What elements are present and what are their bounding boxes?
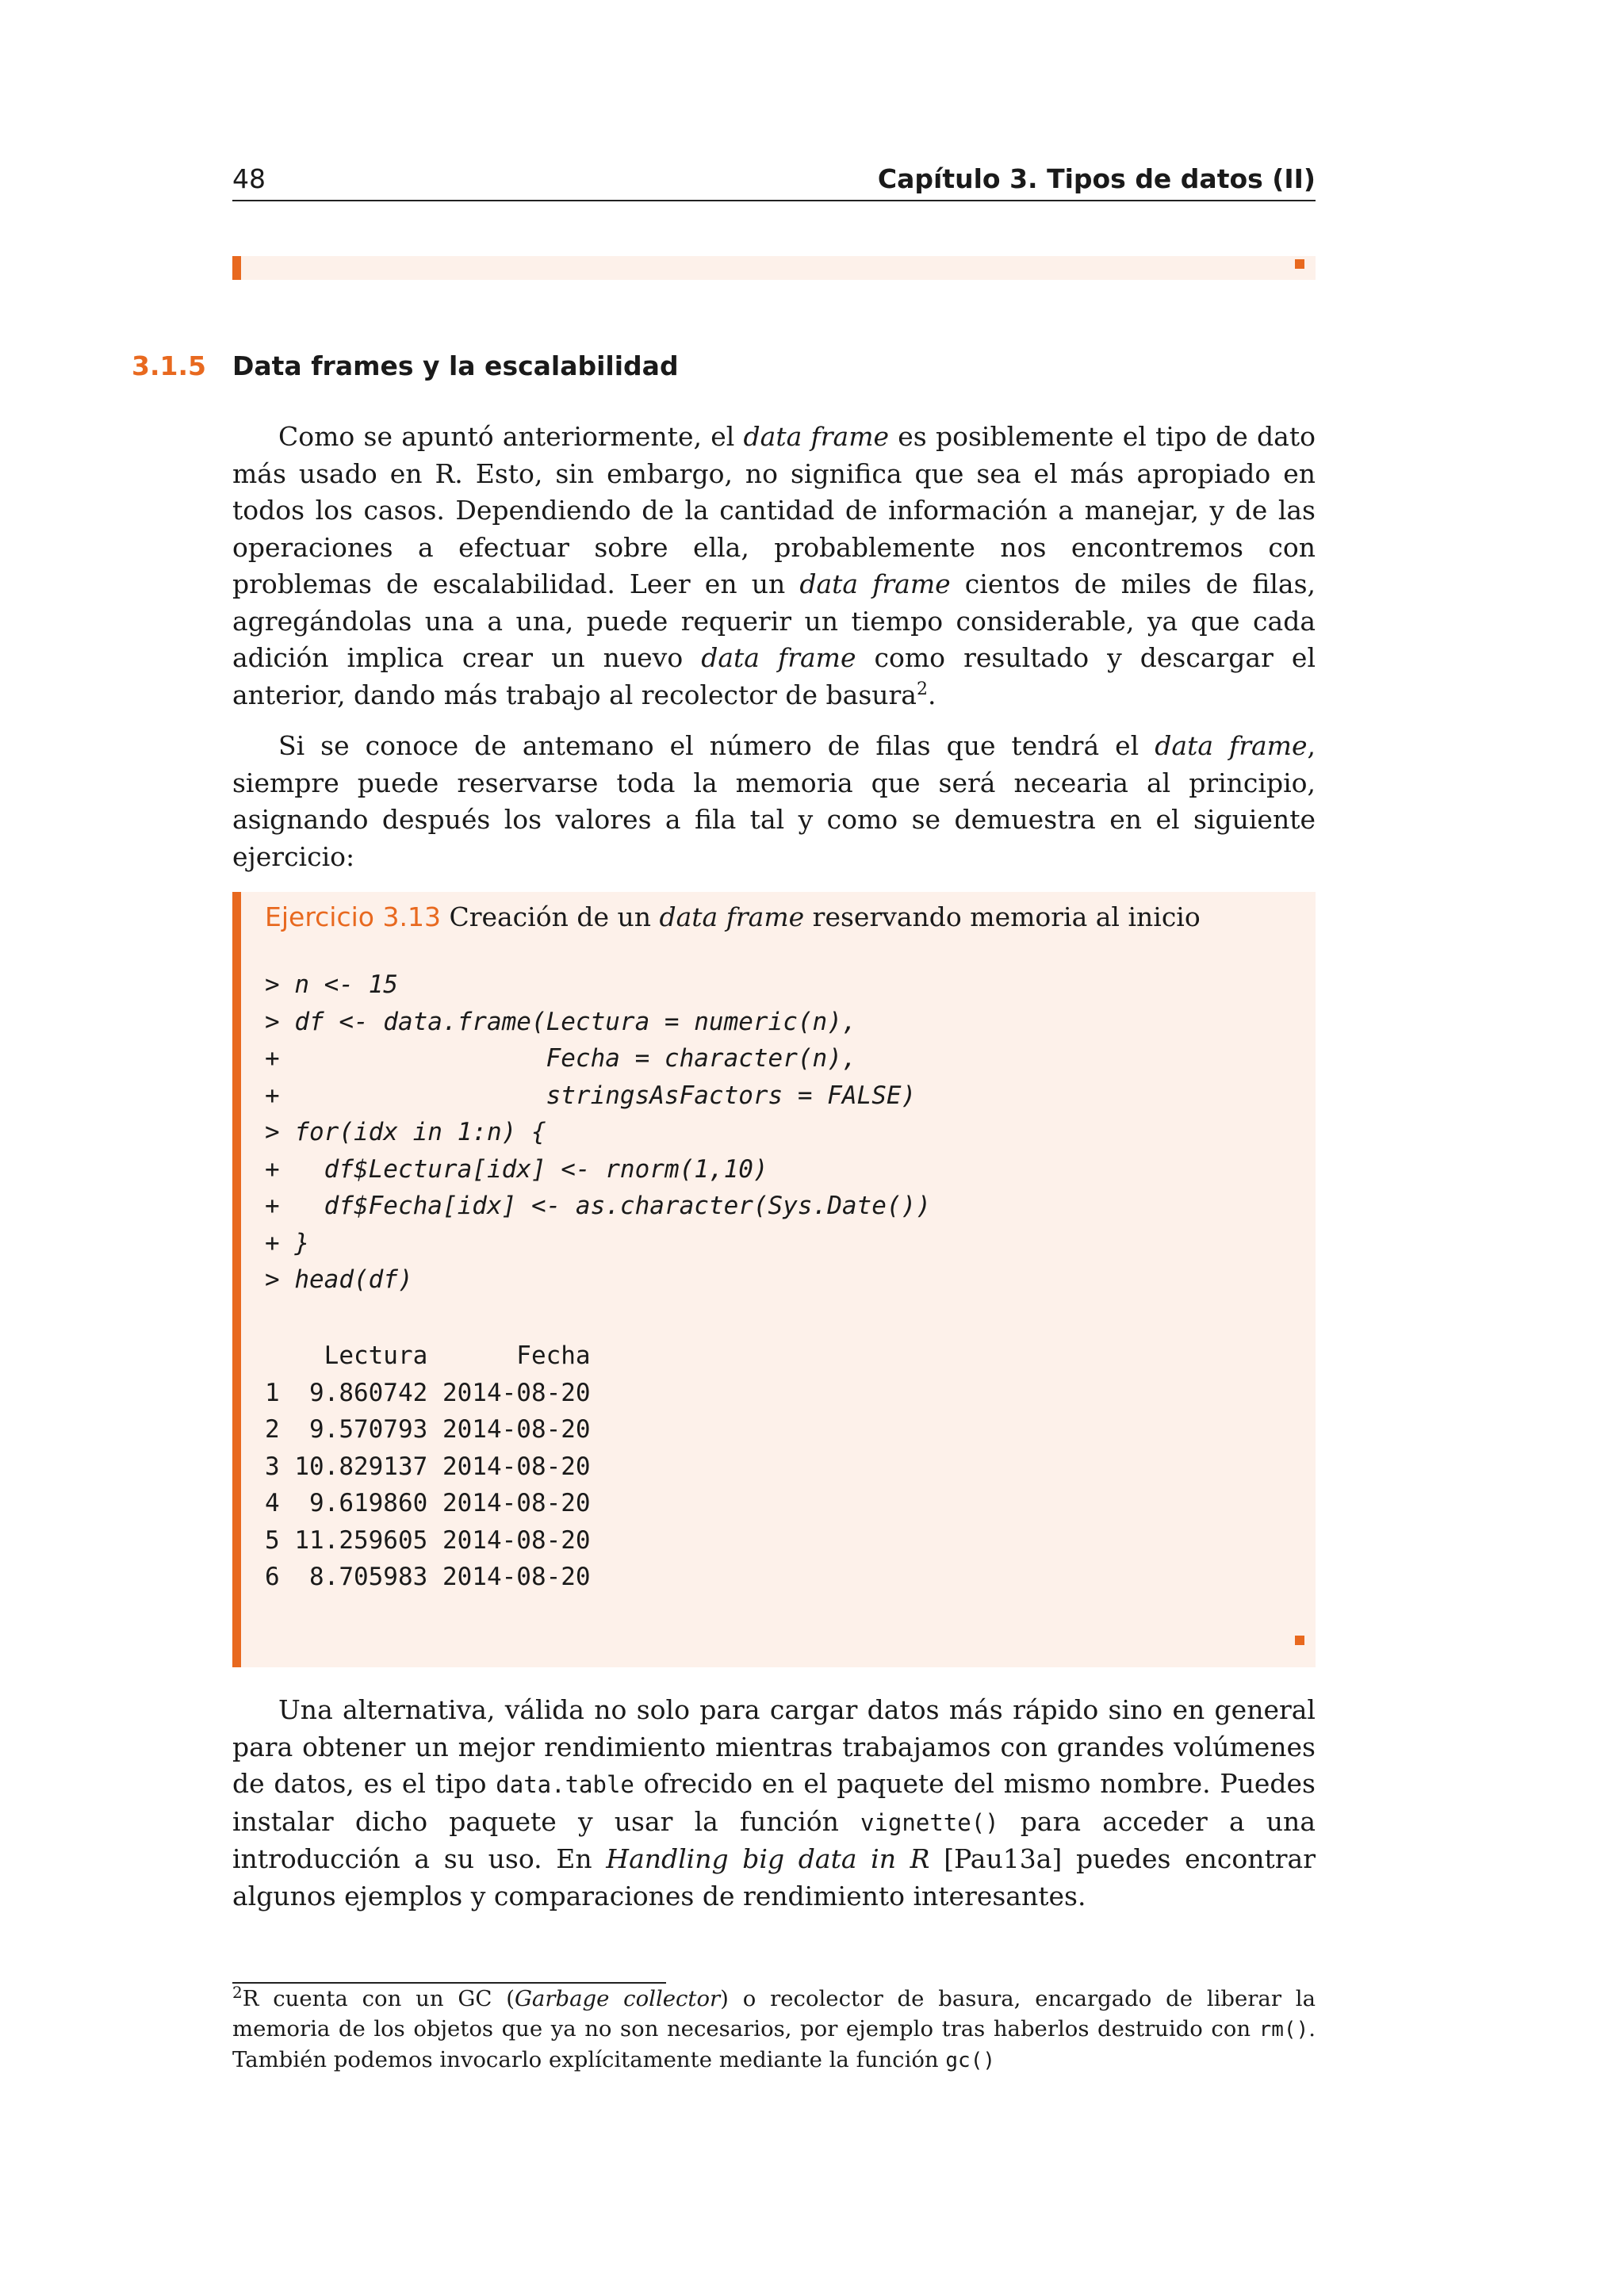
term-garbage-collector: Garbage collector xyxy=(514,1986,721,2011)
inline-code: data.table xyxy=(496,1771,634,1798)
exercise-heading xyxy=(265,901,1201,932)
term-data-frame: data frame xyxy=(799,568,951,599)
term-data-frame: data frame xyxy=(743,421,890,452)
inline-code: vignette() xyxy=(860,1808,999,1836)
chapter-title: Capítulo 3. Tipos de datos (II) xyxy=(877,163,1316,194)
text: . También podemos invocarlo explícitamente mediante la función xyxy=(232,2016,1316,2072)
text: ) o recolector de basura, encargado de liberar la memoria de los objetos que ya no son necesarios, por ejemplo tras haberlos destruido con xyxy=(232,1986,1316,2042)
inline-code: rm() xyxy=(1258,2018,1309,2042)
exercise-box xyxy=(232,892,1316,1667)
text: Si se conoce de antemano el número de filas que tendrá el xyxy=(278,730,1155,761)
term-data-frame: data frame xyxy=(1155,730,1308,761)
text: como resultado y descargar el anterior, dando más trabajo al recolector de basura xyxy=(232,642,1316,710)
reference-title: Handling big data in R xyxy=(606,1843,930,1874)
text: cientos de miles de filas, agregándolas una a una, puede requerir un tiempo considerable, ya que cada adición implica crear un nuevo xyxy=(232,568,1316,673)
exercise-label: Ejercicio 3.13 xyxy=(265,901,441,932)
text: . xyxy=(927,679,936,710)
code-listing: > n <- 15 > df <- data.frame(Lectura = numeric(n), + Fecha = character(n), + stringsAsFactors = FALSE) > for(idx in 1:n) { + df$Lectura[idx] <- rnorm(1,10) + df$Fecha[idx] <- as.character(Sys.Date()) + } > head(df) xyxy=(265,970,931,1294)
text: [Pau13a] puedes encontrar algunos ejemplos y comparaciones de rendimiento interesantes. xyxy=(232,1843,1316,1911)
text: reservando memoria al inicio xyxy=(804,901,1201,932)
inline-code: gc() xyxy=(945,2049,996,2072)
term-data-frame: data frame xyxy=(659,901,805,932)
text: , siempre puede reservarse toda la memoria que será necearia al principio, asignando después los valores a fila tal y como se demuestra en el siguiente ejercicio: xyxy=(232,730,1316,872)
footnote xyxy=(232,1984,1316,2076)
text: ofrecido en el paquete del mismo nombre. Puedes instalar dicho paquete y usar la función xyxy=(232,1768,1316,1837)
previous-exercise-box-end xyxy=(232,256,1316,280)
paragraph-data-table xyxy=(232,1692,1316,1915)
footnote-reference-link[interactable]: 2 xyxy=(916,679,928,699)
text: R cuenta con un GC ( xyxy=(242,1986,515,2011)
text: para acceder a una introducción a su uso. En xyxy=(232,1805,1316,1874)
text: Una alternativa, válida no solo para cargar datos más rápido sino en general para obtener un mejor rendimiento mientras trabajamos con grandes volúmenes de datos, es el tipo xyxy=(232,1694,1316,1799)
paragraph-scalability xyxy=(232,419,1316,714)
page-number: 48 xyxy=(232,163,266,194)
end-of-exercise-square-icon xyxy=(1295,1636,1304,1645)
text: Como se apuntó anteriormente, el xyxy=(278,421,744,452)
paragraph-preallocation xyxy=(232,728,1316,875)
term-data-frame: data frame xyxy=(701,642,856,673)
end-of-exercise-square-icon xyxy=(1295,259,1304,269)
section-title: Data frames y la escalabilidad xyxy=(232,350,679,381)
footnote-mark: 2 xyxy=(232,1982,243,2002)
text: Creación de un xyxy=(449,901,660,932)
running-header xyxy=(232,162,1316,201)
code-output: Lectura Fecha 1 9.860742 2014-08-20 2 9.570793 2014-08-20 3 10.829137 2014-08-20 4 9.619860 2014-08-20 5 11.259605 2014-08-20 6 8.705983 2014-08-20 xyxy=(265,1341,591,1591)
text: es posiblemente el tipo de dato más usado en R. Esto, sin embargo, no significa que sea el más apropiado en todos los casos. Dependiendo de la cantidad de información a manejar, y de las operaciones a efectuar sobre ella, probablemente nos encontremos con problemas de escalabilidad. Leer en un xyxy=(232,421,1316,599)
section-number: 3.1.5 xyxy=(132,350,206,381)
